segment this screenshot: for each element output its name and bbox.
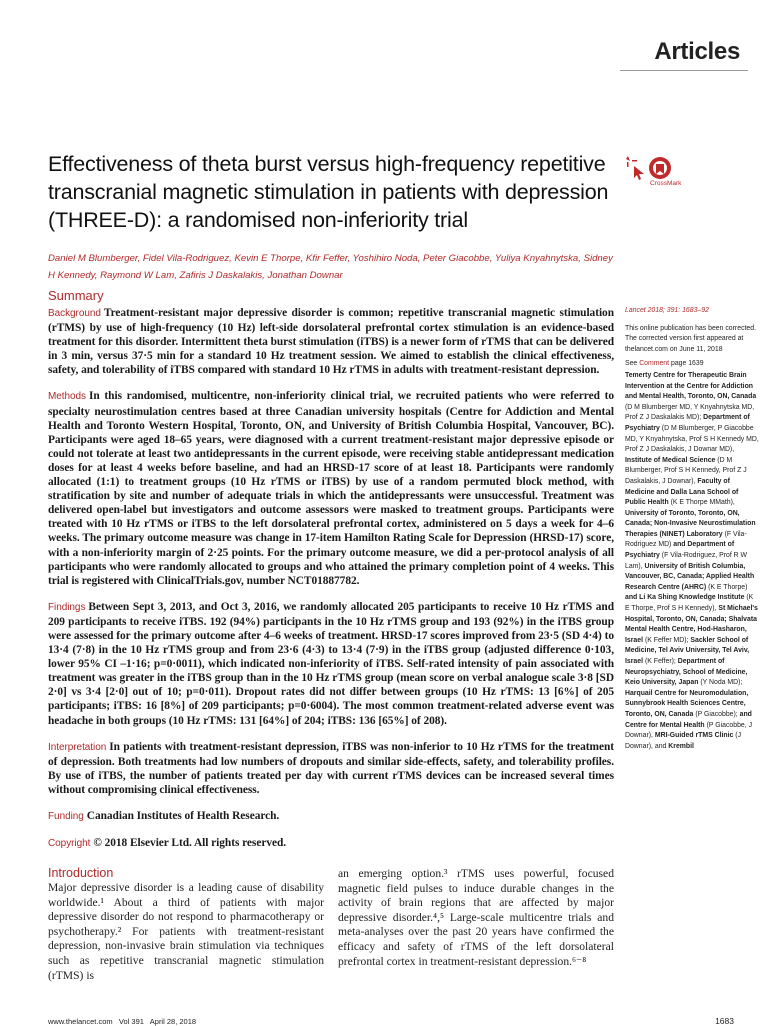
affiliation-run: Temerty Centre for Therapeutic Brain Intervention at the Centre for Addiction and Mental Health, Toronto, ON, Canada xyxy=(625,371,757,401)
affiliation-run: (D M Blumberger MD, Y Knyahnytska MD, Prof Z J Daskalakis MD); xyxy=(625,403,755,422)
introduction-heading: Introduction xyxy=(48,866,114,880)
footer-date: April 28, 2018 xyxy=(149,1017,197,1026)
affiliation-run: Department of Psychiatry xyxy=(625,414,750,432)
affiliation-run: Krembil xyxy=(668,742,694,750)
affiliation-run: (K Feffer); xyxy=(644,658,676,665)
page-number: 1683 xyxy=(715,1016,734,1026)
interpretation-label: Interpretation xyxy=(48,741,107,753)
background-text: Treatment-resistant major depressive disorder is common; repetitive transcranial magnetic stimulation (rTMS) by use of high-frequency (10 Hz) left-side dorsolateral prefrontal cortex stimulation is an evidence-based treatment for this disorder. Intermittent theta burst stimulation (iTBS) is a newer form of rTMS that can be delivered in 3 min, versus 37·5 min for a standard 10 Hz treatment session. We aimed to establish the clinical effectiveness, safety, and tolerability of iTBS compared with standard 10 Hz rTMS in adults with treatment-resistant depression. xyxy=(48,307,614,377)
affiliation-run: (D M Blumberger, P Giacobbe MD, Y Knyahnytska, Prof S H Kennedy MD, Prof Z J Daskalakis, J Downar MD), xyxy=(625,424,759,454)
comment-link[interactable]: Comment xyxy=(639,360,670,368)
abstract-funding xyxy=(48,809,614,824)
funding-label: Funding xyxy=(48,811,84,822)
affiliation-run: MRI-Guided rTMS Clinic xyxy=(654,732,734,740)
copyright-text: © 2018 Elsevier Ltd. All rights reserved. xyxy=(93,837,287,850)
funding-text: Canadian Institutes of Health Research. xyxy=(86,810,280,822)
affiliation-run: University of Toronto, Toronto, ON, Canada; Non-Invasive Neurostimulation Therapies (NINET) Laboratory xyxy=(625,509,756,538)
abstract-background xyxy=(48,306,614,377)
affiliation-run: (F Vila-Rodriguez MD) xyxy=(625,530,747,549)
footer-site[interactable]: www.thelancet.com xyxy=(48,1017,113,1026)
affiliation-run: and Li Ka Shing Knowledge Institute xyxy=(625,594,745,602)
comment-page: page 1639 xyxy=(670,360,704,368)
affiliation-run: University of British Columbia, Vancouver, BC, Canada; Applied Health Research Centre (AHRC) xyxy=(625,562,755,591)
abstract-interpretation xyxy=(48,740,614,797)
sidebar xyxy=(625,306,759,752)
summary-heading: Summary xyxy=(48,288,104,303)
affiliation-run: St Michael's Hospital, Toronto, ON, Canada; Shalvata Mental Health Centre, Hod-Hasharon, Israel xyxy=(625,605,758,644)
affiliation-run: (J Downar), and xyxy=(625,732,742,750)
methods-text: In this randomised, multicentre, non-inferiority clinical trial, we recruited patients who were referred to specialty neurostimulation centres based at three Canadian university hospitals (Centre for Addiction and Mental Health and Toronto Western Hospital, Toronto, ON, and University of British Columbia Hospital, Vancouver, BC). Participants were aged 18–65 years, were diagnosed with a current treatment-resistant major depressive episode or could not tolerate at least two antidepressants in the current episode, were receiving stable antidepressant medication doses for at least 4 weeks before baseline, and had an HRSD-17 score of at least 18. Participants were randomly allocated (1:1) to treatment groups (10 Hz rTMS or iTBS) by use of a random permuted block method, with stratification by site and number of adequate trials in which the antidepressants were unsuccessful. Treatment was delivered open-label but investigators and outcome assessors were masked to treatment groups. Participants were treated with 10 Hz rTMS or iTBS to the left dorsolateral prefrontal cortex, administered on 5 days a week for 4–6 weeks. The primary outcome measure was change in 17-item Hamilton Rating Scale for Depression (HRSD-17) score, with a non-inferiority margin of 2·25 points. For the primary outcome measure, we did a per-protocol analysis of all participants who were randomly allocated to groups and who attained the primary completion point of 4 weeks. This trial is registered with ClinicalTrials.gov, number NCT01887782. xyxy=(48,390,614,587)
abstract xyxy=(48,306,614,863)
findings-label: Findings xyxy=(48,601,86,613)
introduction-column-1: Major depressive disorder is a leading cause of disability worldwide.¹ About a third of patients with major depressive disorder do not respond to pharmacotherapy or psychotherapy.² For patients with treatment-resistant depression, non-invasive brain stimulation via techniques such as repetitive transcranial magnetic stimulation (rTMS) is xyxy=(48,881,324,982)
author-list: Daniel M Blumberger, Fidel Vila-Rodriguez, Kevin E Thorpe, Kfir Feffer, Yoshihiro Noda, Peter Giacobbe, Yuliya Knyahnytska, Sidney H Kennedy, Raymond W Lam, Zafiris J Daskalakis, Jonathan Downar xyxy=(48,253,613,281)
affiliation-run: (P Giacobbe); xyxy=(695,710,738,718)
footer-volume: Vol 391 xyxy=(118,1017,144,1026)
affiliation-run: (Y Noda MD); xyxy=(700,679,743,687)
copyright-label: Copyright xyxy=(48,838,91,850)
abstract-findings xyxy=(48,600,614,728)
footer-info xyxy=(48,1017,196,1026)
findings-text: Between Sept 3, 2013, and Oct 3, 2016, we randomly allocated 205 participants to receive 10 Hz rTMS and 209 participants to receive iTBS. 192 (94%) participants in the 10 Hz rTMS group and 193 (92%) in the iTBS group were assessed for the primary outcome after 4–6 weeks of treatment. HRSD-17 scores improved from 23·5 (SD 4·4) to 13·4 (7·8) in the 10 Hz rTMS group and from 23·6 (4·3) to 13·4 (7·9) in the iTBS group (adjusted difference 0·103, lower 95% CI –1·16; p=0·0011), which indicated non-inferiority of iTBS. Self-rated intensity of pain associated with treatment was greater in the iTBS group than in the 10 Hz rTMS group (mean score on verbal analogue scale 3·8 [SD 2·0] vs 3·4 [2·0] out of 10; p=0·011). Dropout rates did not differ between groups (10 Hz rTMS: 13 [6%] of 205 participants; iTBS: 16 [8%] of 209 participants; p=0·6004). The most common treatment-related adverse event was headache in both groups (10 Hz rTMS: 131 [64%] of 204; iTBS: 136 [65%] of 208). xyxy=(48,600,614,727)
crossmark-label: CrossMark xyxy=(650,180,682,187)
affiliation-run: (F Vila-Rodriguez, Prof R W Lam), xyxy=(625,552,748,570)
affiliation-run: (P Giacobbe, J Downar), xyxy=(625,721,753,740)
correction-note: This online publication has been corrected. The corrected version first appeared at thelancet.com on June 11, 2018 xyxy=(625,324,757,353)
methods-label: Methods xyxy=(48,391,87,403)
header-divider xyxy=(620,70,748,71)
affiliation-run: Department of Neuropsychiatry, School of Medicine, Keio University, Japan xyxy=(625,658,748,687)
article-title: Effectiveness of theta burst versus high-frequency repetitive transcranial magnetic stimulation in patients with depression (THREE-D): a randomised non-inferiority trial xyxy=(48,152,609,232)
crossmark-badge[interactable] xyxy=(622,152,674,196)
affiliation-run: Institute of Medical Science xyxy=(625,456,716,464)
affiliation-run: (K Feffer MD); xyxy=(644,636,689,644)
affiliation-run: (K E Thorpe, Prof S H Kennedy), xyxy=(625,594,754,613)
affiliation-run: (K E Thorpe) xyxy=(708,583,748,591)
background-label: Background xyxy=(48,308,101,319)
introduction-column-2: an emerging option.³ rTMS uses powerful, focused magnetic field pulses to induce durable changes in the activity of brain regions that are affected by major depressive disorder.⁴,⁵ Large-scale multicentre trials and meta-analyses over the past 20 years have confirmed the efficacy and safety of rTMS of the left dorsolateral prefrontal cortex in treatment-resistant depression.⁶⁻⁸ xyxy=(338,867,614,968)
affiliation-run: (D M Blumberger, Prof S H Kennedy, Prof Z J Daskalakis, J Downar), xyxy=(625,456,747,485)
affiliation-run: Faculty of Medicine and Dalla Lana School of Public Health xyxy=(625,477,739,507)
citation: Lancet 2018; 391: 1683–92 xyxy=(625,307,709,314)
affiliation-run: (K E Thorpe MMath), xyxy=(670,499,735,507)
affiliation-run: Sackler School of Medicine, Tel Aviv University, Tel Aviv, Israel xyxy=(625,636,750,665)
see-prefix: See xyxy=(625,360,638,368)
see-comment xyxy=(625,359,759,370)
affiliation-run: Harquail Centre for Neuromodulation, Sunnybrook Health Sciences Centre, Toronto, ON, Canada xyxy=(625,689,749,718)
affiliations xyxy=(625,371,759,752)
affiliation-run: and Centre for Mental Health xyxy=(625,710,752,729)
abstract-copyright xyxy=(48,836,614,851)
affiliation-run: and Department of Psychiatry xyxy=(625,541,735,560)
abstract-methods xyxy=(48,389,614,587)
crossmark-icon xyxy=(622,152,674,196)
interpretation-text: In patients with treatment-resistant depression, iTBS was non-inferior to 10 Hz rTMS for the treatment of depression. Both treatments had low numbers of dropouts and similar side-effects, safety, and tolerability profiles. By use of iTBS, the number of patients treated per day with current rTMS devices can be increased several times without compromising clinical effectiveness. xyxy=(48,740,614,796)
section-label: Articles xyxy=(654,38,740,65)
